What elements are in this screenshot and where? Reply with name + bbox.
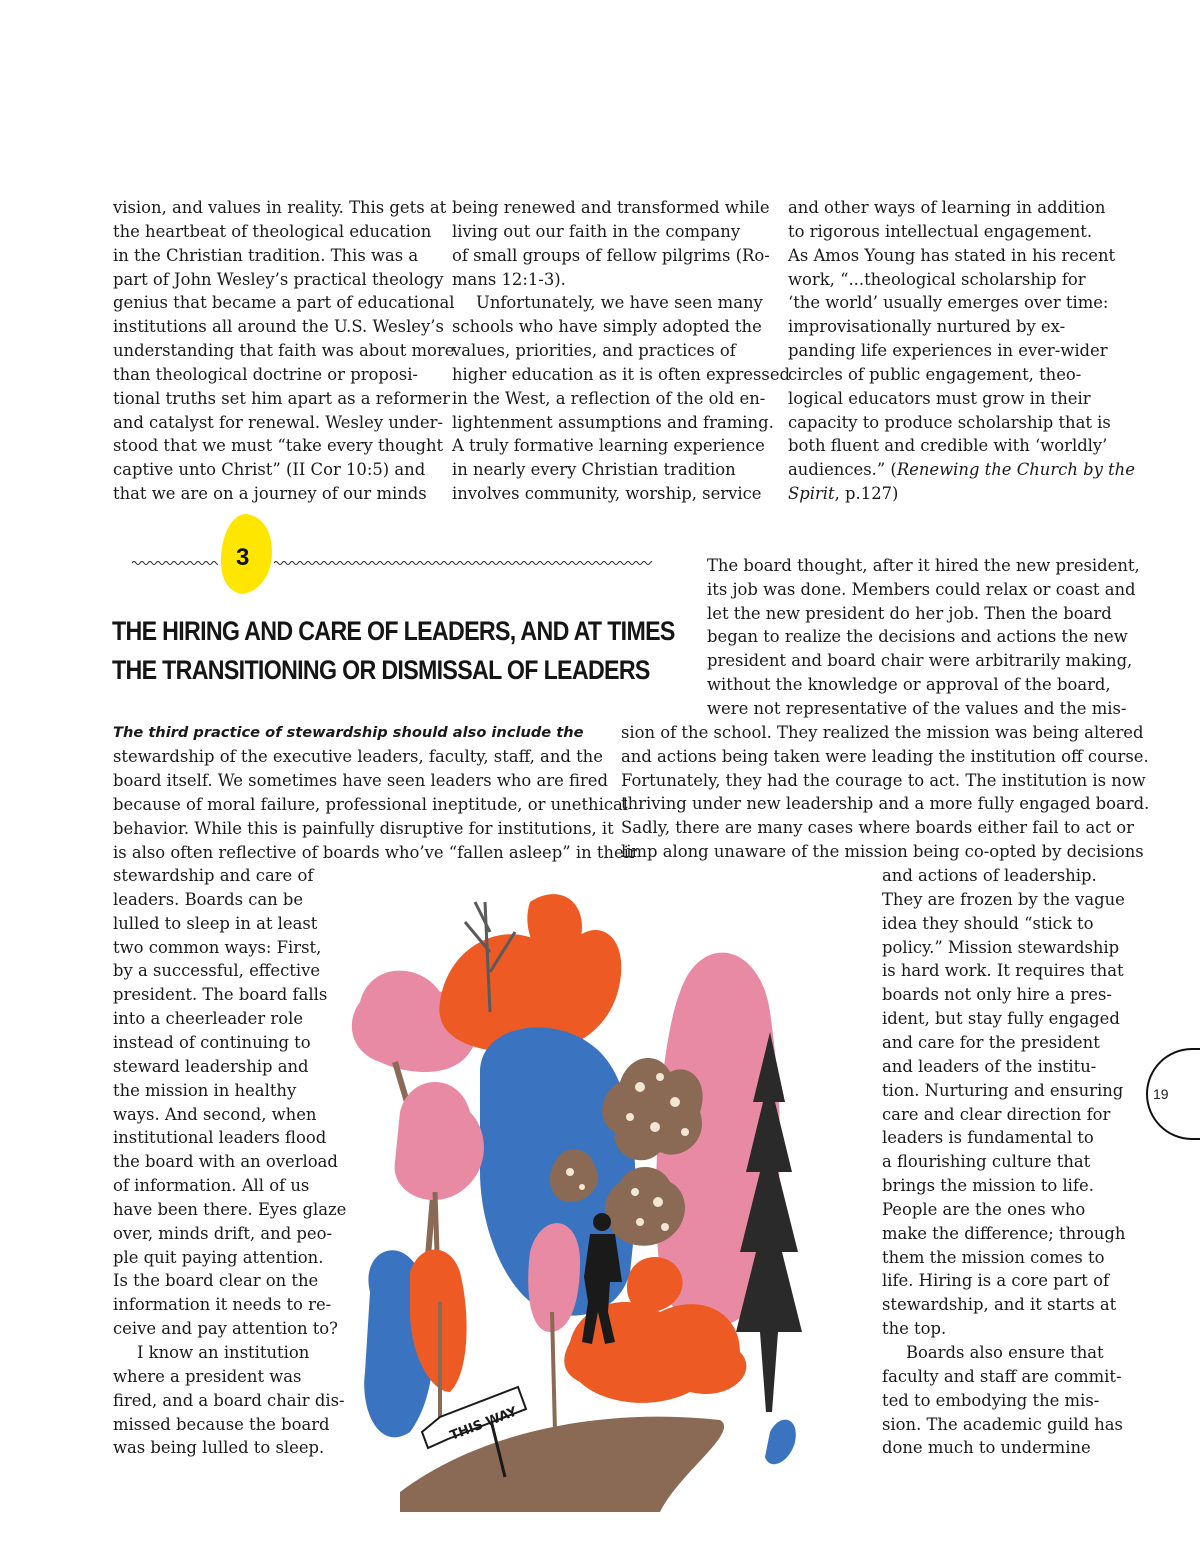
text-line: the heartbeat of theological education	[113, 222, 432, 241]
text-line: Is the board clear on the	[113, 1271, 319, 1291]
text-line: Fortunately, they had the courage to act. The institution is now	[621, 770, 1146, 790]
text-line: was being lulled to sleep.	[113, 1438, 325, 1458]
text-line: president. The board falls	[113, 985, 328, 1005]
text-line: ident, but stay fully engaged	[882, 1009, 1120, 1029]
text-line: were not representative of the values and the mis-	[707, 698, 1127, 718]
page-number: 19	[1153, 1086, 1169, 1102]
text-line: president and board chair were arbitrarily making,	[707, 651, 1133, 671]
text-line	[788, 482, 898, 506]
text-line: boards not only hire a pres-	[882, 985, 1112, 1005]
section-title-line-2: THE TRANSITIONING OR DISMISSAL OF LEADERS	[112, 655, 650, 685]
text-line: A truly formative learning experience	[452, 436, 765, 455]
citation-open: audiences.” (	[788, 460, 897, 479]
text-line: into a cheerleader role	[113, 1009, 304, 1029]
section-title-line-1: THE HIRING AND CARE OF LEADERS, AND AT TIMES	[112, 616, 675, 646]
text-line: lulled to sleep in at least	[113, 913, 318, 933]
text-line: leaders is fundamental to	[882, 1128, 1094, 1148]
text-line: stewardship, and it starts at	[882, 1295, 1117, 1315]
text-line: a flourishing culture that	[882, 1152, 1091, 1172]
text-line: understanding that faith was about more	[113, 341, 455, 360]
text-line: without the knowledge or approval of the board,	[707, 675, 1111, 694]
text-line: sion of the school. They realized the mission was being altered	[621, 723, 1144, 742]
text-line: is also often reflective of boards who’ve “fallen asleep” in their	[113, 843, 637, 862]
text-line: in the Christian tradition. This was a	[113, 246, 419, 265]
text-line: stood that we must “take every thought	[113, 436, 444, 455]
text-line: being renewed and transformed while	[452, 198, 770, 217]
text-line: schools who have simply adopted the	[452, 317, 762, 336]
text-line: involves community, worship, service	[452, 484, 762, 503]
text-line: leaders. Boards can be	[113, 889, 304, 909]
text-line: care and clear direction for	[882, 1104, 1111, 1124]
text-line: to rigorous intellectual engagement.	[788, 222, 1093, 241]
text-line: values, priorities, and practices of	[452, 341, 736, 360]
text-line: The board thought, after it hired the new president,	[707, 556, 1140, 575]
text-line: and leaders of the institu-	[882, 1056, 1097, 1076]
text-line: that we are on a journey of our minds	[113, 484, 427, 503]
text-line: life. Hiring is a core part of	[882, 1271, 1110, 1291]
text-line: where a president was	[113, 1366, 302, 1386]
text-line: them the mission comes to	[882, 1247, 1105, 1267]
text-line: improvisationally nurtured by ex-	[788, 317, 1066, 336]
text-line: and other ways of learning in addition	[788, 198, 1106, 217]
text-line: ple quit paying attention.	[113, 1247, 324, 1267]
text-line: make the difference; through	[882, 1223, 1126, 1243]
text-line: done much to undermine	[882, 1438, 1091, 1458]
text-line: living out our faith in the company	[452, 222, 741, 241]
text-line: Boards also ensure that	[906, 1343, 1104, 1362]
text-line: Sadly, there are many cases where boards either fail to act or	[621, 818, 1134, 838]
text-line: have been there. Eyes glaze	[113, 1199, 347, 1219]
wavy-rule-left	[132, 560, 218, 566]
text-line: They are frozen by the vague	[882, 889, 1125, 909]
text-line: because of moral failure, professional ineptitude, or unethical	[113, 795, 629, 814]
text-line: in the West, a reflection of the old en-	[452, 389, 766, 408]
text-line: limp along unaware of the mission being co-opted by decisions	[621, 842, 1144, 861]
text-line: ways. And second, when	[113, 1104, 317, 1124]
text-line: of small groups of fellow pilgrims (Ro-	[452, 246, 770, 265]
text-line: than theological doctrine or proposi-	[113, 365, 418, 384]
text-line: part of John Wesley’s practical theology	[113, 270, 444, 289]
text-line: over, minds drift, and peo-	[113, 1223, 333, 1243]
text-line: the mission in healthy	[113, 1080, 297, 1100]
citation-title-end: Spirit	[788, 484, 835, 503]
text-line: Unfortunately, we have seen many	[476, 293, 763, 312]
text-line: circles of public engagement, theo-	[788, 365, 1082, 384]
text-line: fired, and a board chair dis-	[113, 1390, 345, 1410]
text-line: mans 12:1-3).	[452, 270, 566, 289]
text-line: stewardship of the executive leaders, faculty, staff, and the	[113, 747, 603, 766]
text-line: its job was done. Members could relax or coast and	[707, 579, 1136, 599]
text-line: board itself. We sometimes have seen leaders who are fired	[113, 771, 608, 790]
text-line: and catalyst for renewal. Wesley under-	[113, 413, 443, 432]
forest-illustration	[340, 872, 880, 1512]
sign-text: THIS WAY	[448, 1404, 520, 1444]
text-line: in nearly every Christian tradition	[452, 460, 736, 479]
text-line: tional truths set him apart as a reformer	[113, 389, 451, 408]
text-line: I know an institution	[137, 1343, 310, 1362]
text-line: behavior. While this is painfully disruptive for institutions, it	[113, 819, 614, 838]
text-line: lightenment assumptions and framing.	[452, 413, 774, 432]
text-line: vision, and values in reality. This gets at	[113, 198, 447, 217]
text-line: idea they should “stick to	[882, 913, 1094, 933]
text-line: let the new president do her job. Then the board	[707, 603, 1112, 623]
text-line: higher education as it is often expressed	[452, 365, 791, 384]
text-line: began to realize the decisions and actions the new	[707, 627, 1128, 647]
text-line: tion. Nurturing and ensuring	[882, 1080, 1124, 1100]
text-line: of information. All of us	[113, 1176, 310, 1196]
text-line: genius that became a part of educational	[113, 293, 455, 312]
text-line: ted to embodying the mis-	[882, 1390, 1100, 1410]
text-line: policy.” Mission stewardship	[882, 937, 1120, 957]
text-line: and care for the president	[882, 1032, 1100, 1052]
text-line: captive unto Christ” (II Cor 10:5) and	[113, 460, 426, 479]
text-line: by a successful, effective	[113, 961, 321, 981]
text-line: steward leadership and	[113, 1056, 309, 1076]
text-line: stewardship and care of	[113, 866, 314, 885]
text-line: and actions of leadership.	[882, 866, 1097, 885]
text-line: the top.	[882, 1319, 947, 1339]
text-line: ceive and pay attention to?	[113, 1319, 338, 1339]
text-line: is hard work. It requires that	[882, 961, 1124, 981]
text-line: thriving under new leadership and a more fully engaged board.	[621, 794, 1150, 814]
text-line: ‘the world’ usually emerges over time:	[788, 293, 1109, 312]
text-line: brings the mission to life.	[882, 1176, 1094, 1196]
dotted-tree-1	[602, 1058, 702, 1160]
text-line: institutional leaders flood	[113, 1128, 327, 1148]
section-number: 3	[236, 544, 250, 571]
text-line: capacity to produce scholarship that is	[788, 413, 1111, 432]
text-line: missed because the board	[113, 1414, 330, 1434]
text-line	[788, 458, 1135, 482]
text-line: information it needs to re-	[113, 1295, 332, 1315]
wavy-rule-right	[274, 560, 652, 566]
text-line: People are the ones who	[882, 1199, 1086, 1219]
text-line: sion. The academic guild has	[882, 1414, 1123, 1434]
text-line: panding life experiences in ever-wider	[788, 341, 1108, 360]
text-line: institutions all around the U.S. Wesley’s	[113, 317, 444, 336]
citation-page: , p.127)	[834, 484, 899, 503]
text-line: logical educators must grow in their	[788, 389, 1091, 408]
text-line: the board with an overload	[113, 1152, 338, 1172]
citation-title: Renewing the Church by the	[896, 460, 1135, 479]
text-line: work, “...theological scholarship for	[788, 270, 1086, 289]
text-line: two common ways: First,	[113, 937, 322, 957]
text-line: both fluent and credible with ‘worldly’	[788, 436, 1108, 455]
text-line: instead of continuing to	[113, 1032, 311, 1052]
text-line: As Amos Young has stated in his recent	[788, 246, 1116, 265]
lead-in: The third practice of stewardship should also include the	[113, 724, 584, 741]
text-line: and actions being taken were leading the institution off course.	[621, 746, 1149, 766]
text-line: faculty and staff are commit-	[882, 1366, 1122, 1386]
